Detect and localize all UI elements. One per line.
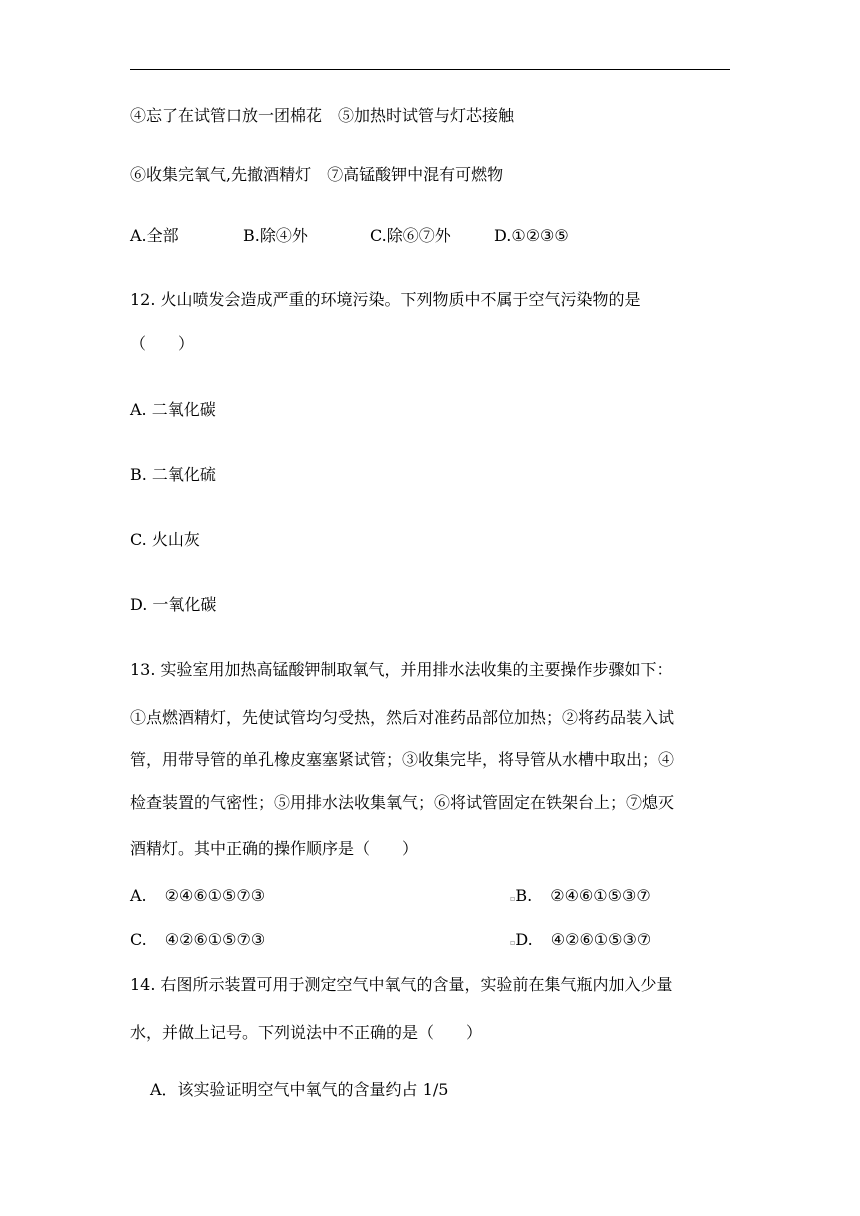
q13-line-3: 管，用带导管的单孔橡皮塞塞紧试管；③收集完毕，将导管从水槽中取出；④	[130, 750, 675, 769]
prev-option-a: A.全部	[130, 226, 179, 245]
header-rule	[130, 69, 730, 70]
q12-option-a: A. 二氧化碳	[130, 400, 216, 419]
q13-option-a	[130, 886, 265, 906]
q13-option-d-value: ④②⑥①⑤③⑦	[550, 930, 652, 949]
item-4: ④忘了在试管口放一团棉花	[130, 106, 323, 125]
q13-option-b	[510, 886, 651, 909]
prev-option-b: B.除④外	[243, 226, 308, 245]
item-6: ⑥收集完氧气,先撤酒精灯	[130, 165, 312, 184]
q13-option-c-label: C.	[130, 930, 147, 949]
q13-option-b-value: ②④⑥①⑤③⑦	[550, 886, 651, 905]
q12-stem: 12. 火山喷发会造成严重的环境污染。下列物质中不属于空气污染物的是	[130, 290, 641, 309]
q14-line-2: 水，并做上记号。下列说法中不正确的是（ ）	[130, 1023, 483, 1042]
prev-option-c: C.除⑥⑦外	[370, 226, 451, 245]
q12-option-d: D. 一氧化碳	[130, 595, 217, 614]
item-5: ⑤加热时试管与灯芯接触	[338, 106, 515, 125]
q13-option-a-label: A.	[130, 886, 147, 905]
q13-option-a-value: ②④⑥①⑤⑦③	[164, 886, 266, 905]
q13-option-d-marker: ▫	[510, 938, 516, 947]
q13-line-5: 酒精灯。其中正确的操作顺序是（ ）	[130, 839, 419, 858]
q13-option-b-label: B.	[515, 886, 533, 905]
q12-bracket: （ ）	[130, 334, 195, 353]
q13-option-d-label: D.	[515, 930, 533, 949]
prev-items-line1	[130, 106, 514, 126]
q13-option-c-value: ④②⑥①⑤⑦③	[164, 930, 266, 949]
q13-option-c	[130, 930, 265, 950]
q13-line-1: 13. 实验室用加热高锰酸钾制取氧气，并用排水法收集的主要操作步骤如下：	[130, 660, 673, 679]
q13-option-d	[510, 930, 651, 953]
prev-items-line2	[130, 165, 503, 185]
q12-option-c: C. 火山灰	[130, 530, 200, 549]
q14-line-1: 14. 右图所示装置可用于测定空气中氧气的含量，实验前在集气瓶内加入少量	[130, 975, 673, 994]
q14-option-a: A．该实验证明空气中氧气的含量约占 1/5	[150, 1080, 449, 1099]
q13-option-b-marker: ▫	[510, 894, 516, 903]
prev-option-d: D.①②③⑤	[494, 226, 569, 245]
item-7: ⑦高锰酸钾中混有可燃物	[327, 165, 504, 184]
q13-line-4: 检查装置的气密性；⑤用排水法收集氧气；⑥将试管固定在铁架台上；⑦熄灭	[130, 793, 675, 812]
q12-option-b: B. 二氧化硫	[130, 465, 216, 484]
q13-line-2: ①点燃酒精灯，先使试管均匀受热，然后对准药品部位加热；②将药品装入试	[130, 708, 675, 727]
